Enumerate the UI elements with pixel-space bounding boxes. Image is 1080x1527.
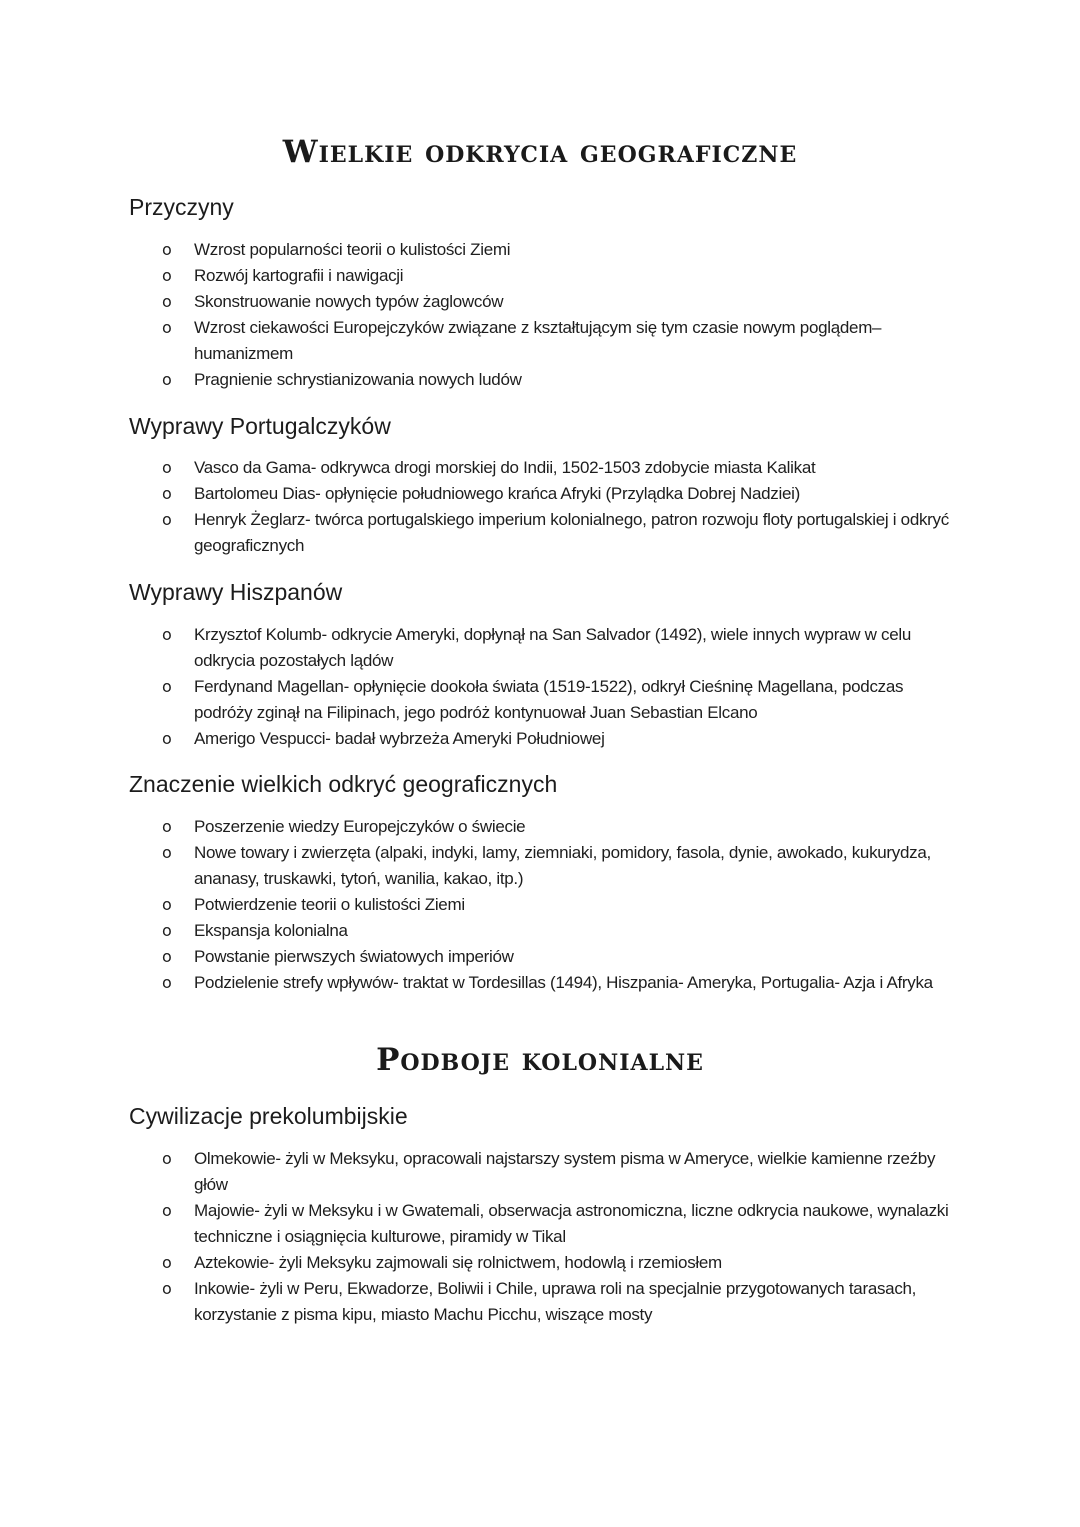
bullet-marker: o xyxy=(162,458,172,477)
list-item: o Amerigo Vespucci- badał wybrzeża Ameryki Południowej xyxy=(0,726,1080,752)
document-title-2: Podboje kolonialne xyxy=(376,1042,704,1078)
bullet-marker: o xyxy=(162,947,172,966)
list-item: o Rozwój kartografii i nawigacji xyxy=(0,263,1080,289)
list-item: o Henryk Żeglarz- twórca portugalskiego imperium kolonialnego, patron rozwoju floty portugalskiej i odkryć geograficznych xyxy=(0,507,1080,559)
list-item: o Majowie- żyli w Meksyku i w Gwatemali, obserwacja astronomiczna, liczne odkrycia naukowe, wynalazki techniczne i osiągnięcia kulturowe, piramidy w Tikal xyxy=(0,1198,1080,1250)
bullet-marker: o xyxy=(162,1149,172,1168)
list-item: o Olmekowie- żyli w Meksyku, opracowali najstarszy system pisma w Ameryce, wielkie kamienne rzeźby głów xyxy=(0,1146,1080,1198)
list-item: o Poszerzenie wiedzy Europejczyków o świecie xyxy=(0,814,1080,840)
section-heading-cywilizacje: Cywilizacje prekolumbijskie xyxy=(129,1103,408,1129)
list-item: o Wzrost ciekawości Europejczyków związane z kształtującym się tym czasie nowym poglądem– humanizmem xyxy=(0,315,1080,367)
section-heading-przyczyny: Przyczyny xyxy=(129,194,234,220)
list-hiszpanie xyxy=(0,622,1080,752)
section-heading-portugalczycy: Wyprawy Portugalczyków xyxy=(129,413,391,439)
list-item: o Krzysztof Kolumb- odkrycie Ameryki, dopłynął na San Salvador (1492), wiele innych wypraw w celu odkrycia pozostałych lądów xyxy=(0,622,1080,674)
bullet-marker: o xyxy=(162,370,172,389)
list-cywilizacje xyxy=(0,1146,1080,1328)
bullet-marker: o xyxy=(162,1253,172,1272)
list-znaczenie xyxy=(0,814,1080,996)
bullet-marker: o xyxy=(162,318,172,337)
section-heading-hiszpanie: Wyprawy Hiszpanów xyxy=(129,579,343,605)
section-heading-znaczenie: Znaczenie wielkich odkryć geograficznych xyxy=(129,771,558,797)
list-item: o Inkowie- żyli w Peru, Ekwadorze, Boliwii i Chile, uprawa roli na specjalnie przygotowanych tarasach, korzystanie z pisma kipu, miasto Machu Picchu, wiszące mosty xyxy=(0,1276,1080,1328)
list-przyczyny xyxy=(0,237,1080,393)
list-item: o Skonstruowanie nowych typów żaglowców xyxy=(0,289,1080,315)
list-item: o Nowe towary i zwierzęta (alpaki, indyki, lamy, ziemniaki, pomidory, fasola, dynie, awokado, kukurydza, ananasy, truskawki, tytoń, wanilia, kakao, itp.) xyxy=(0,840,1080,892)
list-item: o Ferdynand Magellan- opłynięcie dookoła świata (1519-1522), odkrył Cieśninę Magellana, podczas podróży zginął na Filipinach, jego podróż kontynuował Juan Sebastian Elcano xyxy=(0,674,1080,726)
bullet-marker: o xyxy=(162,1201,172,1220)
bullet-marker: o xyxy=(162,973,172,992)
bullet-marker: o xyxy=(162,1279,172,1298)
list-item: o Pragnienie schrystianizowania nowych ludów xyxy=(0,367,1080,393)
list-item: o Wzrost popularności teorii o kulistości Ziemi xyxy=(0,237,1080,263)
bullet-marker: o xyxy=(162,817,172,836)
bullet-marker: o xyxy=(162,292,172,311)
list-item: o Podzielenie strefy wpływów- traktat w Tordesillas (1494), Hiszpania- Ameryka, Portugalia- Azja i Afryka xyxy=(0,970,1080,996)
list-item: o Bartolomeu Dias- opłynięcie południowego krańca Afryki (Przylądka Dobrej Nadziei) xyxy=(0,481,1080,507)
bullet-marker: o xyxy=(162,266,172,285)
document-title: Wielkie odkrycia geograficzne xyxy=(282,134,798,170)
bullet-marker: o xyxy=(162,484,172,503)
bullet-marker: o xyxy=(162,729,172,748)
bullet-marker: o xyxy=(162,895,172,914)
bullet-marker: o xyxy=(162,921,172,940)
bullet-marker: o xyxy=(162,677,172,696)
list-portugalczycy xyxy=(0,455,1080,559)
bullet-marker: o xyxy=(162,625,172,644)
bullet-marker: o xyxy=(162,240,172,259)
list-item: o Powstanie pierwszych światowych imperiów xyxy=(0,944,1080,970)
list-item: o Potwierdzenie teorii o kulistości Ziemi xyxy=(0,892,1080,918)
list-item: o Vasco da Gama- odkrywca drogi morskiej do Indii, 1502-1503 zdobycie miasta Kalikat xyxy=(0,455,1080,481)
list-item: o Ekspansja kolonialna xyxy=(0,918,1080,944)
list-item: o Aztekowie- żyli Meksyku zajmowali się rolnictwem, hodowlą i rzemiosłem xyxy=(0,1250,1080,1276)
bullet-marker: o xyxy=(162,510,172,529)
bullet-marker: o xyxy=(162,843,172,862)
